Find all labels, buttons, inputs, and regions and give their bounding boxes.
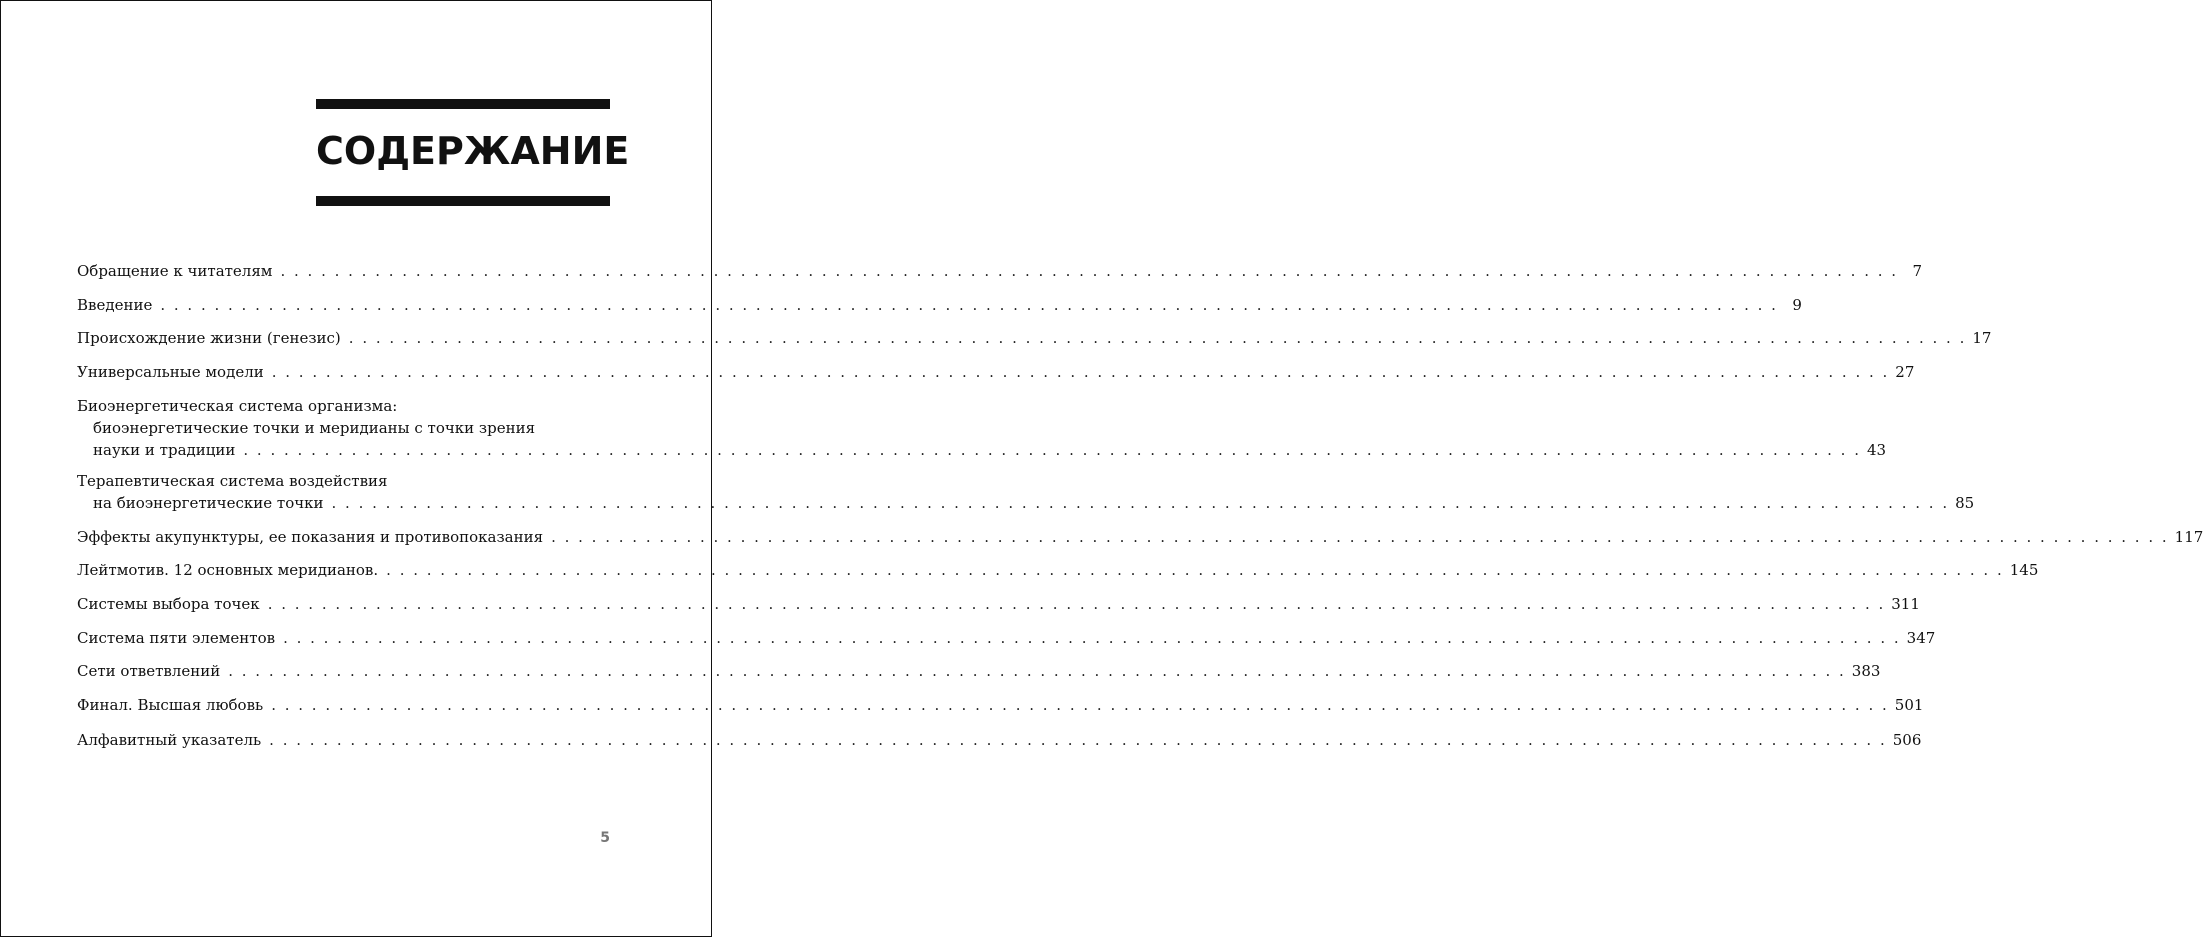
toc-entry-title: Сети ответвлений: [77, 662, 221, 680]
toc-leader-dots: . . . . . . . . . . . . . . . . . . . . . . . . . . . . . . . . . . . . . . . . . . . . . . . . . . . . . . . . . . . . . . . . . . . . . . . . . . . . . . . . . . . . . . . . . . . . . . . . . . . . . . . . . . . . . . . . . . . . . . . .: [551, 528, 2169, 546]
toc-leader-dots: . . . . . . . . . . . . . . . . . . . . . . . . . . . . . . . . . . . . . . . . . . . . . . . . . . . . . . . . . . . . . . . . . . . . . . . . . . . . . . . . . . . . . . . . . . . . . . . . . . . . . . . . . . . . . . . . . . . . . . . .: [271, 363, 1890, 381]
toc-leader-dots: . . . . . . . . . . . . . . . . . . . . . . . . . . . . . . . . . . . . . . . . . . . . . . . . . . . . . . . . . . . . . . . . . . . . . . . . . . . . . . . . . . . . . . . . . . . . . . . . . . . . . . . . . . . . . . . . . . . . . . . .: [331, 494, 1950, 512]
toc-entry-title-line: биоэнергетические точки и меридианы с точки зрения: [93, 419, 536, 437]
toc-entry: [77, 694, 1924, 716]
heading-rule-bottom: [316, 196, 610, 206]
toc-entry: [77, 627, 1936, 649]
toc-entry-page: 117: [2174, 528, 2203, 546]
toc-entry: [77, 729, 1922, 751]
toc-leader-dots: . . . . . . . . . . . . . . . . . . . . . . . . . . . . . . . . . . . . . . . . . . . . . . . . . . . . . . . . . . . . . . . . . . . . . . . . . . . . . . . . . . . . . . . . . . . . . . . . . . . . . . . . . . . . . . . . . . . . . . . .: [160, 296, 1778, 314]
toc-entry-page: 311: [1891, 595, 1920, 613]
toc-entry-title: Финал. Высшая любовь: [77, 696, 264, 714]
toc-entry-title: Универсальные модели: [77, 363, 264, 381]
toc-entry: [77, 294, 1802, 316]
toc-entry-page: 7: [1912, 262, 1923, 280]
toc-entry-title: Введение: [77, 296, 153, 314]
toc-entry: [77, 260, 1923, 282]
toc-entry: [77, 593, 1920, 615]
heading-rule-top: [316, 99, 610, 109]
toc-entry-title: Обращение к читателям: [77, 262, 273, 280]
toc-entry-title: на биоэнергетические точки: [93, 494, 324, 512]
toc-entry: [77, 660, 1881, 682]
toc-entry: [77, 470, 1975, 514]
toc-entry-page: 43: [1866, 441, 1887, 459]
toc-entry-page: 85: [1955, 494, 1975, 512]
toc-entry-page: 383: [1851, 662, 1881, 680]
toc-entry-title: Алфавитный указатель: [77, 731, 262, 749]
toc-leader-dots: . . . . . . . . . . . . . . . . . . . . . . . . . . . . . . . . . . . . . . . . . . . . . . . . . . . . . . . . . . . . . . . . . . . . . . . . . . . . . . . . . . . . . . . . . . . . . . . . . . . . . . . . . . . . . . . . . . . . . . . .: [386, 561, 2004, 579]
toc-entry-page: 17: [1972, 329, 1992, 347]
toc-entry-page: 145: [2009, 561, 2039, 579]
toc-entry-page: 347: [1906, 629, 1936, 647]
toc-entry-title-line: Терапевтическая система воздействия: [77, 472, 388, 490]
toc-entry-title: Системы выбора точек: [77, 595, 260, 613]
toc-entry: [77, 327, 1992, 349]
toc-entry-page: 506: [1892, 731, 1922, 749]
toc-leader-dots: . . . . . . . . . . . . . . . . . . . . . . . . . . . . . . . . . . . . . . . . . . . . . . . . . . . . . . . . . . . . . . . . . . . . . . . . . . . . . . . . . . . . . . . . . . . . . . . . . . . . . . . . . . . . . . . . . . . . . . . .: [267, 595, 1886, 613]
toc-entry-title: Лейтмотив. 12 основных меридианов.: [77, 561, 379, 579]
toc-entry-title: науки и традиции: [93, 441, 236, 459]
toc-entry-page: 27: [1895, 363, 1915, 381]
toc-entry: [77, 395, 1887, 461]
toc-leader-dots: . . . . . . . . . . . . . . . . . . . . . . . . . . . . . . . . . . . . . . . . . . . . . . . . . . . . . . . . . . . . . . . . . . . . . . . . . . . . . . . . . . . . . . . . . . . . . . . . . . . . . . . . . . . . . . . . . . . . . . . .: [269, 731, 1887, 749]
toc-leader-dots: . . . . . . . . . . . . . . . . . . . . . . . . . . . . . . . . . . . . . . . . . . . . . . . . . . . . . . . . . . . . . . . . . . . . . . . . . . . . . . . . . . . . . . . . . . . . . . . . . . . . . . . . . . . . . . . . . . . . . . . .: [228, 662, 1846, 680]
toc-entry: [77, 559, 2039, 581]
toc-entry-page: 501: [1894, 696, 1924, 714]
toc-entry-title: Эффекты акупунктуры, ее показания и противопоказания: [77, 528, 544, 546]
toc-leader-dots: . . . . . . . . . . . . . . . . . . . . . . . . . . . . . . . . . . . . . . . . . . . . . . . . . . . . . . . . . . . . . . . . . . . . . . . . . . . . . . . . . . . . . . . . . . . . . . . . . . . . . . . . . . . . . . . . . . . . . . . .: [283, 629, 1901, 647]
toc-leader-dots: . . . . . . . . . . . . . . . . . . . . . . . . . . . . . . . . . . . . . . . . . . . . . . . . . . . . . . . . . . . . . . . . . . . . . . . . . . . . . . . . . . . . . . . . . . . . . . . . . . . . . . . . . . . . . . . . . . . . . . . .: [348, 329, 1967, 347]
toc-entry-page: 9: [1792, 296, 1802, 314]
page-number: 5: [600, 830, 610, 846]
toc-entry: [77, 361, 1915, 383]
toc-leader-dots: . . . . . . . . . . . . . . . . . . . . . . . . . . . . . . . . . . . . . . . . . . . . . . . . . . . . . . . . . . . . . . . . . . . . . . . . . . . . . . . . . . . . . . . . . . . . . . . . . . . . . . . . . . . . . . . . . . . . . . . .: [243, 441, 1861, 459]
page-title: СОДЕРЖАНИЕ: [316, 129, 630, 173]
toc-entry-title: Происхождение жизни (генезис): [77, 329, 341, 347]
toc-entry: [77, 526, 2203, 548]
toc-leader-dots: . . . . . . . . . . . . . . . . . . . . . . . . . . . . . . . . . . . . . . . . . . . . . . . . . . . . . . . . . . . . . . . . . . . . . . . . . . . . . . . . . . . . . . . . . . . . . . . . . . . . . . . . . . . . . . . . . . . . . . . .: [271, 696, 1889, 714]
toc-entry-title: Система пяти элементов: [77, 629, 276, 647]
toc-entry-title-line: Биоэнергетическая система организма:: [77, 397, 398, 415]
toc-leader-dots: . . . . . . . . . . . . . . . . . . . . . . . . . . . . . . . . . . . . . . . . . . . . . . . . . . . . . . . . . . . . . . . . . . . . . . . . . . . . . . . . . . . . . . . . . . . . . . . . . . . . . . . . . . . . . . . . . . . . . . . .: [280, 262, 1899, 280]
